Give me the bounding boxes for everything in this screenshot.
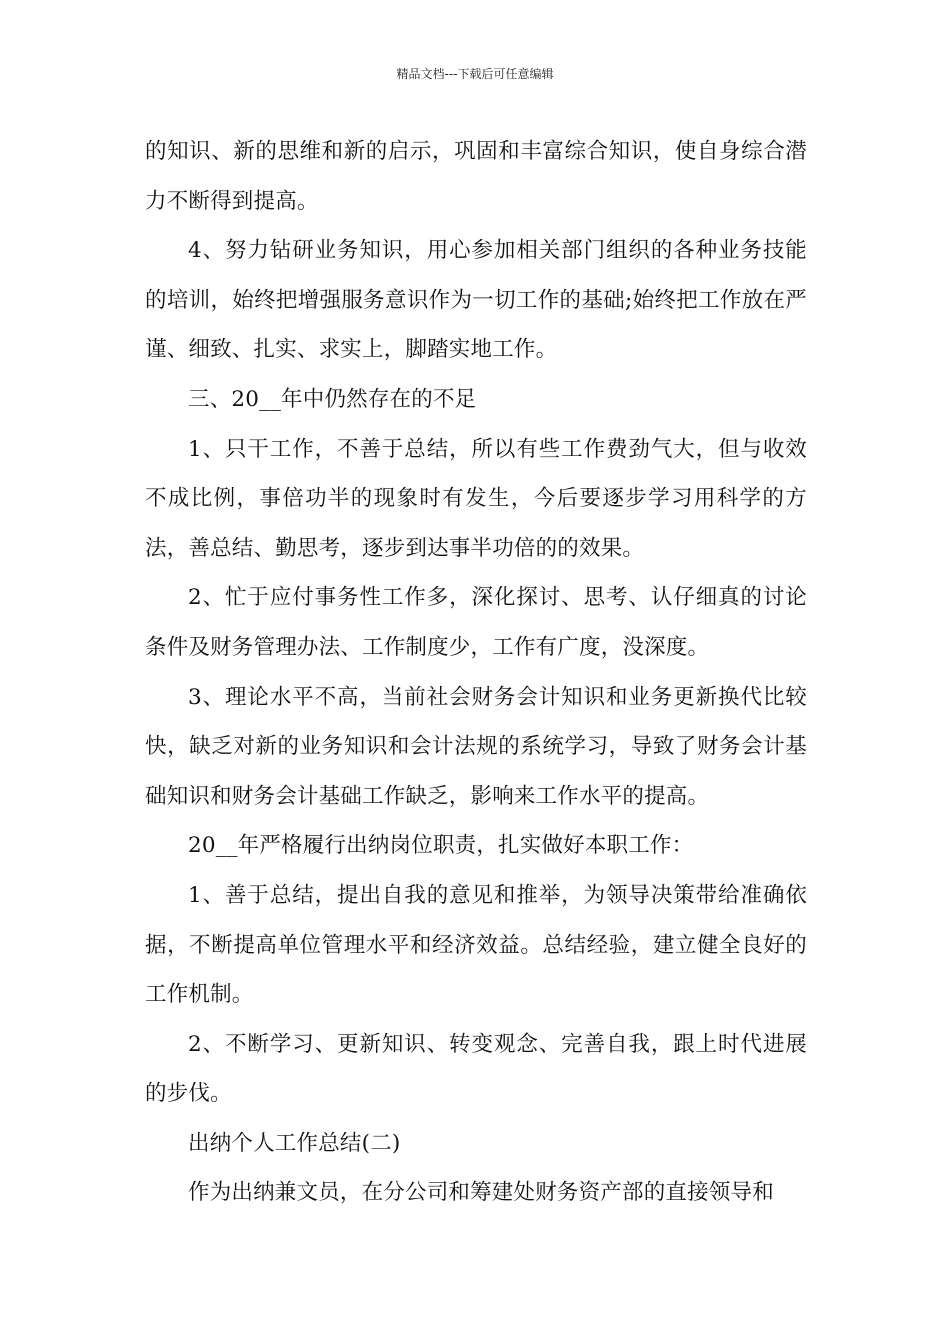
paragraph: 2、忙于应付事务性工作多，深化探讨、思考、认仔细真的讨论条件及财务管理办法、工作制度少，工作有广度，没深度。 [145,585,807,660]
paragraph: 作为出纳兼文员，在分公司和筹建处财务资产部的直接领导和 [188,1180,774,1206]
page-header: 精品文档---下载后可任意编辑 [396,67,554,81]
section-heading: 出纳个人工作总结(二) [188,1130,401,1156]
paragraph: 的知识、新的思维和新的启示，巩固和丰富综合知识，使自身综合潜力不断得到提高。 [145,139,807,214]
paragraph: 4、努力钻研业务知识，用心参加相关部门组织的各种业务技能的培训，始终把增强服务意识作为一切工作的基础;始终把工作放在严谨、细致、扎实、求实上，脚踏实地工作。 [145,238,807,363]
document-body [145,127,807,1218]
section-heading: 三、20__年中仍然存在的不足 [188,386,477,412]
paragraph: 1、善于总结，提出自我的意见和推举，为领导决策带给准确依据，不断提高单位管理水平和经济效益。总结经验，建立健全良好的工作机制。 [145,882,807,1008]
paragraph: 1、只干工作，不善于总结，所以有些工作费劲气大，但与收效不成比例，事倍功半的现象时有发生，今后要逐步学习用科学的方法，善总结、勤思考，逐步到达事半功倍的的效果。 [145,436,807,561]
paragraph: 2、不断学习、更新知识、转变观念、完善自我，跟上时代进展的步伐。 [145,1031,807,1107]
paragraph: 20__年严格履行出纳岗位职责，扎实做好本职工作： [188,833,694,859]
paragraph: 3、理论水平不高，当前社会财务会计知识和业务更新换代比较快，缺乏对新的业务知识和会计法规的系统学习，导致了财务会计基础知识和财务会计基础工作缺乏，影响来工作水平的提高。 [145,684,807,809]
